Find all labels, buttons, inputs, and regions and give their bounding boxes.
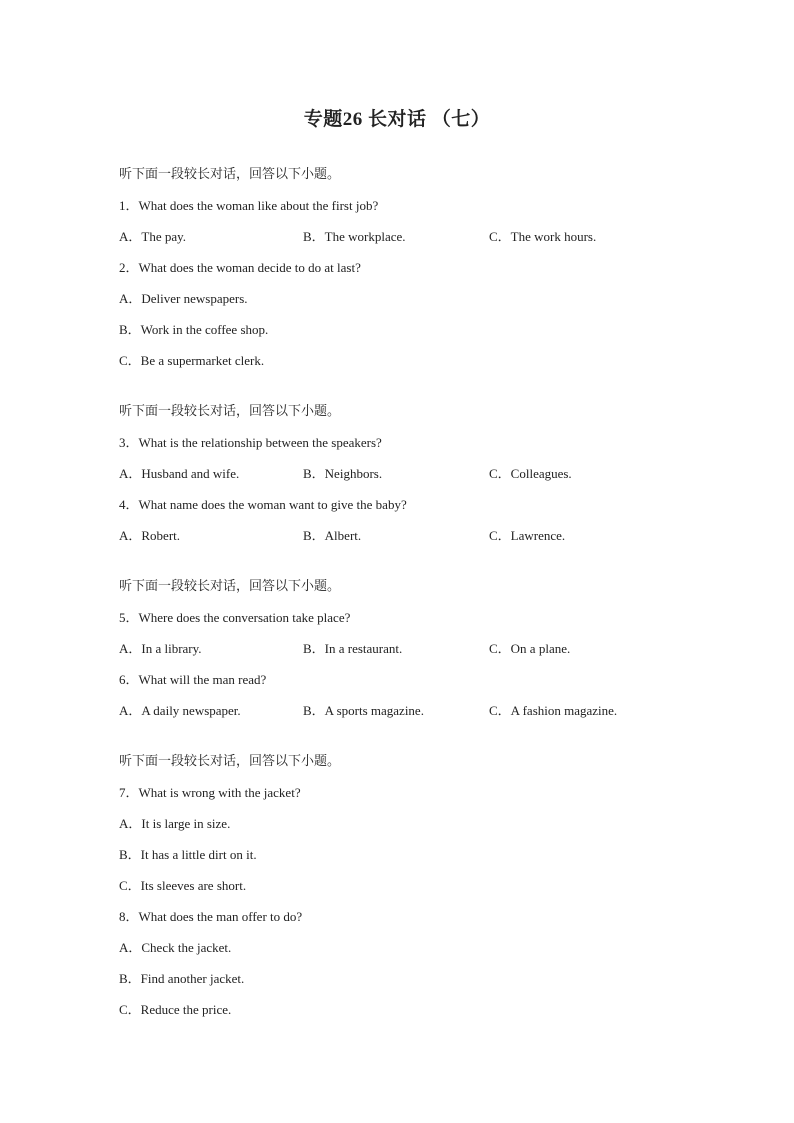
option-b: B．A sports magazine.: [303, 703, 424, 718]
option-a: A．Deliver newspapers.: [119, 291, 248, 306]
option-c: C．Lawrence.: [489, 528, 566, 543]
question-options-1: [119, 226, 679, 257]
question-content: [119, 164, 679, 1030]
section-spacer: [119, 731, 679, 751]
section-spacer: [119, 381, 679, 401]
option-c: C．Reduce the price.: [119, 1002, 232, 1017]
option-c: C．Be a supermarket clerk.: [119, 353, 265, 368]
section-4: [119, 751, 679, 1030]
option-a: A．Husband and wife.: [119, 466, 240, 481]
question-options-6: [119, 700, 679, 731]
question-options-5: [119, 638, 679, 669]
option-c: C．Colleagues.: [489, 466, 572, 481]
question-stem-2: 2．What does the woman decide to do at last?: [119, 260, 361, 275]
option-a: A．The pay.: [119, 229, 187, 244]
question-options-3: [119, 463, 679, 494]
question-options-4: [119, 525, 679, 556]
option-b: B．Work in the coffee shop.: [119, 322, 269, 337]
section-instruction: 听下面一段较长对话，回答以下小题。: [119, 167, 341, 182]
section-instruction: 听下面一段较长对话，回答以下小题。: [119, 579, 341, 594]
section-3: [119, 576, 679, 731]
option-b: B．The workplace.: [303, 229, 406, 244]
option-c: C．A fashion magazine.: [489, 703, 618, 718]
section-instruction: 听下面一段较长对话，回答以下小题。: [119, 754, 341, 769]
option-b: B．Find another jacket.: [119, 971, 245, 986]
section-spacer: [119, 556, 679, 576]
option-b: B．Albert.: [303, 528, 362, 543]
question-stem-1: 1．What does the woman like about the first job?: [119, 198, 379, 213]
question-stem-5: 5．Where does the conversation take place?: [119, 610, 351, 625]
question-stem-7: 7．What is wrong with the jacket?: [119, 785, 301, 800]
option-a: A．A daily newspaper.: [119, 703, 241, 718]
section-instruction: 听下面一段较长对话，回答以下小题。: [119, 404, 341, 419]
option-a: A．Check the jacket.: [119, 940, 232, 955]
option-a: A．Robert.: [119, 528, 181, 543]
option-c: C．The work hours.: [489, 229, 597, 244]
option-c: C．On a plane.: [489, 641, 571, 656]
option-a: A．It is large in size.: [119, 816, 231, 831]
option-c: C．Its sleeves are short.: [119, 878, 247, 893]
page-title: 专题26 长对话 （七）: [303, 109, 491, 130]
option-b: B．In a restaurant.: [303, 641, 403, 656]
section-1: [119, 164, 679, 381]
option-b: B．Neighbors.: [303, 466, 383, 481]
question-stem-6: 6．What will the man read?: [119, 672, 267, 687]
question-stem-4: 4．What name does the woman want to give the baby?: [119, 497, 407, 512]
option-b: B．It has a little dirt on it.: [119, 847, 257, 862]
section-2: [119, 401, 679, 556]
question-stem-8: 8．What does the man offer to do?: [119, 909, 303, 924]
question-stem-3: 3．What is the relationship between the speakers?: [119, 435, 382, 450]
option-a: A．In a library.: [119, 641, 202, 656]
